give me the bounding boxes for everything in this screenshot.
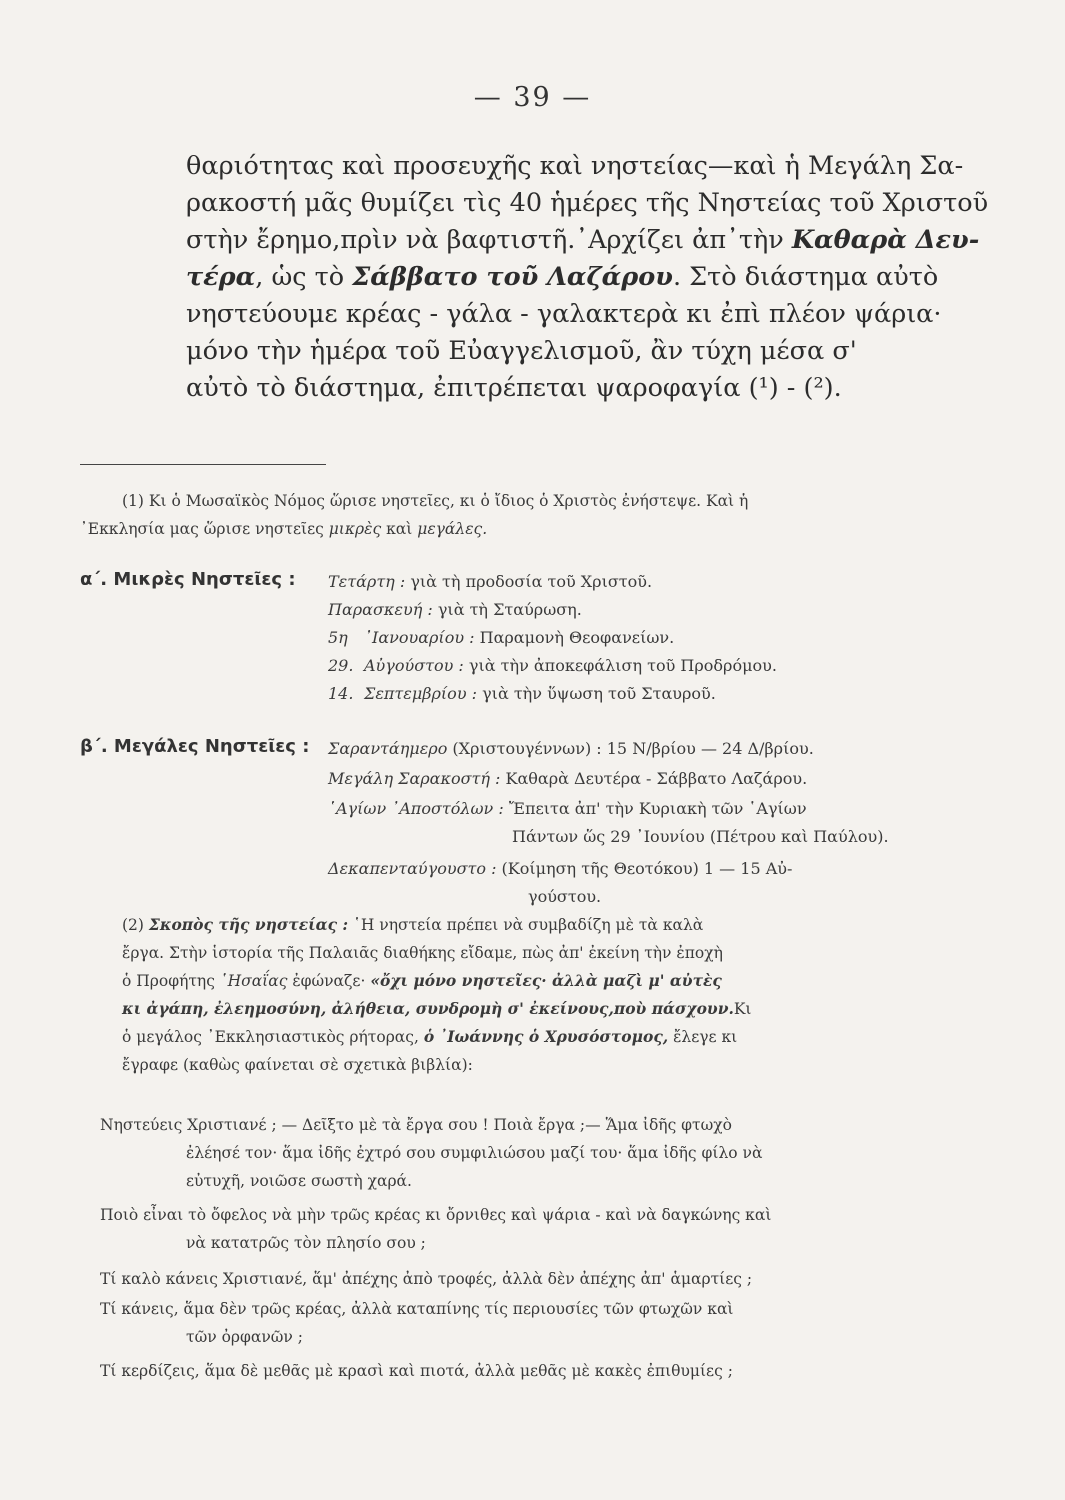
row-text: (Κοίμηση τῆς Θεοτόκου) 1 — 15 Αὐ- xyxy=(496,859,793,878)
fn1-emph-b: μικρὲς xyxy=(328,520,382,538)
section-b-row-1 xyxy=(328,737,814,761)
main-line-1: θαριότητας καὶ προσευχῆς καὶ νηστείας—καὶ ἡ Μεγάλη Σα- xyxy=(186,151,964,181)
fn2-text: ῾Η νηστεία πρέπει νὰ συμβαδίζη μὲ τὰ καλὰ xyxy=(348,916,704,934)
fn2-l3-c: ἐφώναζε· xyxy=(287,972,371,990)
main-line-4-text-b: . Στὸ διάστημα αὐτὸ xyxy=(672,262,939,292)
quote-2-line-2: νὰ κατατρῶς τὸν πλησίο σου ; xyxy=(186,1234,426,1252)
row-key: Τετάρτη : xyxy=(328,572,406,591)
fn1-text-c: καὶ xyxy=(381,520,418,538)
fn1-text-a: ᾿Εκκλησία μας ὥρισε νηστεῖες xyxy=(80,520,329,538)
main-paragraph xyxy=(186,148,989,407)
fn2-l3-d: «ὄχι μόνο νηστεῖες· ἀλλὰ μαζὶ μ' αὐτὲς xyxy=(370,971,722,990)
section-b-row-5 xyxy=(328,857,792,881)
row-key: Μεγάλη Σαρακοστή : xyxy=(328,769,501,788)
fn2-l5-c: ἔλεγε κι xyxy=(668,1028,738,1046)
quote-1-line-1: Νηστεύεις Χριστιανέ ; — Δεῖξτο μὲ τὰ ἔργα σου ! Ποιὰ ἔργα ;— Ἅμα ἰδῆς φτωχὸ xyxy=(100,1116,732,1134)
row-text: γούστου. xyxy=(528,887,602,906)
section-a-row-4 xyxy=(328,654,777,678)
row-key: Αὐγούστου : xyxy=(364,656,464,675)
row-key: Σαραντάημερο xyxy=(328,739,448,758)
row-key: Παρασκευή : xyxy=(328,600,433,619)
row-text: Πάντων ὥς 29 ᾿Ιουνίου (Πέτρου καὶ Παύλου). xyxy=(512,827,889,846)
footnote-2-line-1 xyxy=(122,913,1022,937)
section-a-row-3 xyxy=(328,626,674,650)
row-num: 29. xyxy=(328,656,354,675)
section-b-label: β΄. Μεγάλες Νηστεῖες : xyxy=(80,736,310,757)
section-a-row-1 xyxy=(328,570,652,594)
row-text: Ἔπειτα ἀπ' τὴν Κυριακὴ τῶν ῾Αγίων xyxy=(503,799,807,818)
footnote-1-line-1: (1) Κι ὁ Μωσαϊκὸς Νόμος ὥρισε νηστεῖες, κι ὁ ἴδιος ὁ Χριστὸς ἐνήστεψε. Καὶ ἡ xyxy=(122,492,749,510)
row-key: Σεπτεμβρίου : xyxy=(364,684,478,703)
main-line-4-emph-a: τέρα xyxy=(186,262,256,292)
row-text: γιὰ τὴ Σταύρωση. xyxy=(432,600,582,619)
main-line-3-emph: Καθαρὰ Δευ- xyxy=(791,225,980,255)
fn2-heading: Σκοπὸς τῆς νηστείας : xyxy=(148,915,349,934)
section-a-label: α΄. Μικρὲς Νηστεῖες : xyxy=(80,569,296,590)
main-line-2: ρακοστή μᾶς θυμίζει τὶς 40 ἡμέρες τῆς Νηστείας τοῦ Χριστοῦ xyxy=(186,188,989,218)
quote-2-line-1: Ποιὸ εἶναι τὸ ὄφελος νὰ μὴν τρῶς κρέας κι ὄρνιθες καὶ ψάρια - καὶ νὰ δαγκώνης καὶ xyxy=(100,1206,772,1224)
footnote-2-line-5 xyxy=(122,1025,1022,1049)
section-b-row-2 xyxy=(328,767,807,791)
fn2-l3-a: ὁ Προφήτης xyxy=(122,972,220,990)
quote-4-line-2: τῶν ὀρφανῶν ; xyxy=(186,1328,303,1346)
fn2-l5-a: ὁ μεγάλος ᾿Εκκλησιαστικὸς ρήτορας, xyxy=(122,1028,424,1046)
section-a-row-2 xyxy=(328,598,582,622)
fn2-l5-b: ὁ ᾿Ιωάννης ὁ Χρυσόστομος, xyxy=(423,1027,669,1046)
main-line-4 xyxy=(186,259,982,296)
main-line-3 xyxy=(186,222,982,259)
quote-1-line-3: εὐτυχῆ, νοιῶσε σωστὴ χαρά. xyxy=(186,1172,412,1190)
main-line-6: μόνο τὴν ἡμέρα τοῦ Εὐαγγελισμοῦ, ἂν τύχη μέσα σ' xyxy=(186,336,857,366)
row-text: Καθαρὰ Δευτέρα - Σάββατο Λαζάρου. xyxy=(500,769,808,788)
fn2-l4: κι ἀγάπη, ἐλεημοσύνη, ἀλήθεια, συνδρομὴ σ' ἐκείνους,ποὺ πάσχουν. xyxy=(122,999,734,1018)
section-b-row-3 xyxy=(328,797,807,821)
fn2-l4-b: Κι xyxy=(733,1000,752,1018)
fn2-l3-b: ῾Ησαΐας xyxy=(219,972,288,990)
row-text: γιὰ τὴν ἀποκεφάλιση τοῦ Προδρόμου. xyxy=(463,656,777,675)
main-line-5: νηστεύουμε κρέας - γάλα - γαλακτερὰ κι ἐπὶ πλέον ψάρια· xyxy=(186,299,942,329)
row-key: ᾿Ιανουαρίου : xyxy=(364,628,475,647)
footnote-2-line-2: ἔργα. Στὴν ἱστορία τῆς Παλαιᾶς διαθήκης εἴδαμε, πὼς ἀπ' ἐκείνη τὴν ἐποχὴ xyxy=(122,944,723,962)
quote-5: Τί κερδίζεις, ἅμα δὲ μεθᾶς μὲ κρασὶ καὶ πιοτά, ἀλλὰ μεθᾶς μὲ κακὲς ἐπιθυμίες ; xyxy=(100,1362,733,1380)
quote-3: Τί καλὸ κάνεις Χριστιανέ, ἅμ' ἀπέχης ἀπὸ τροφές, ἀλλὰ δὲν ἀπέχης ἀπ' ἁμαρτίες ; xyxy=(100,1270,753,1288)
section-a-row-5 xyxy=(328,682,716,706)
footnote-2-line-3 xyxy=(122,969,1022,993)
footnote-1-line-2 xyxy=(80,517,980,541)
quote-1-line-2: ἐλέησέ τον· ἅμα ἰδῆς ἐχτρό σου συμφιλιώσου μαζί του· ἅμα ἰδῆς φίλο νὰ xyxy=(186,1144,763,1162)
row-text: γιὰ τὴν ὕψωση τοῦ Σταυροῦ. xyxy=(477,684,716,703)
row-key: ῾Αγίων ᾿Αποστόλων : xyxy=(328,799,504,818)
page-number: — 39 — xyxy=(473,82,592,113)
main-line-4-text-a: , ὡς τὸ xyxy=(255,262,353,292)
main-line-3-text: στὴν ἔρημο,πρὶν νὰ βαφτιστῆ.᾿Αρχίζει ἀπ᾿τὴν xyxy=(186,225,792,255)
quote-4-line-1: Τί κάνεις, ἅμα δὲν τρῶς κρέας, ἀλλὰ καταπίνης τίς περιουσίες τῶν φτωχῶν καὶ xyxy=(100,1300,734,1318)
main-line-7: αὐτὸ τὸ διάστημα, ἐπιτρέπεται ψαροφαγία (¹) - (²). xyxy=(186,373,842,403)
row-text: γιὰ τὴ προδοσία τοῦ Χριστοῦ. xyxy=(405,572,653,591)
footnote-2-line-6: ἔγραφε (καθὼς φαίνεται σὲ σχετικὰ βιβλία): xyxy=(122,1056,473,1074)
row-text: (Χριστουγέννων) : 15 Ν/βρίου — 24 Δ/βρίου. xyxy=(447,739,814,758)
main-line-4-emph-b: Σάββατο τοῦ Λαζάρου xyxy=(352,262,673,292)
fn1-emph-d: μεγάλες. xyxy=(417,520,488,538)
row-num: 5η xyxy=(328,628,348,647)
row-num: 14. xyxy=(328,684,354,703)
fn2-num: (2) xyxy=(122,916,149,934)
row-text: Παραμονὴ Θεοφανείων. xyxy=(474,628,675,647)
section-b-row-6 xyxy=(528,885,601,909)
section-b-row-4 xyxy=(512,825,889,849)
row-key: Δεκαπενταύγουστο : xyxy=(328,859,497,878)
footnote-2-line-4 xyxy=(122,997,1022,1021)
footnote-divider xyxy=(80,464,326,465)
